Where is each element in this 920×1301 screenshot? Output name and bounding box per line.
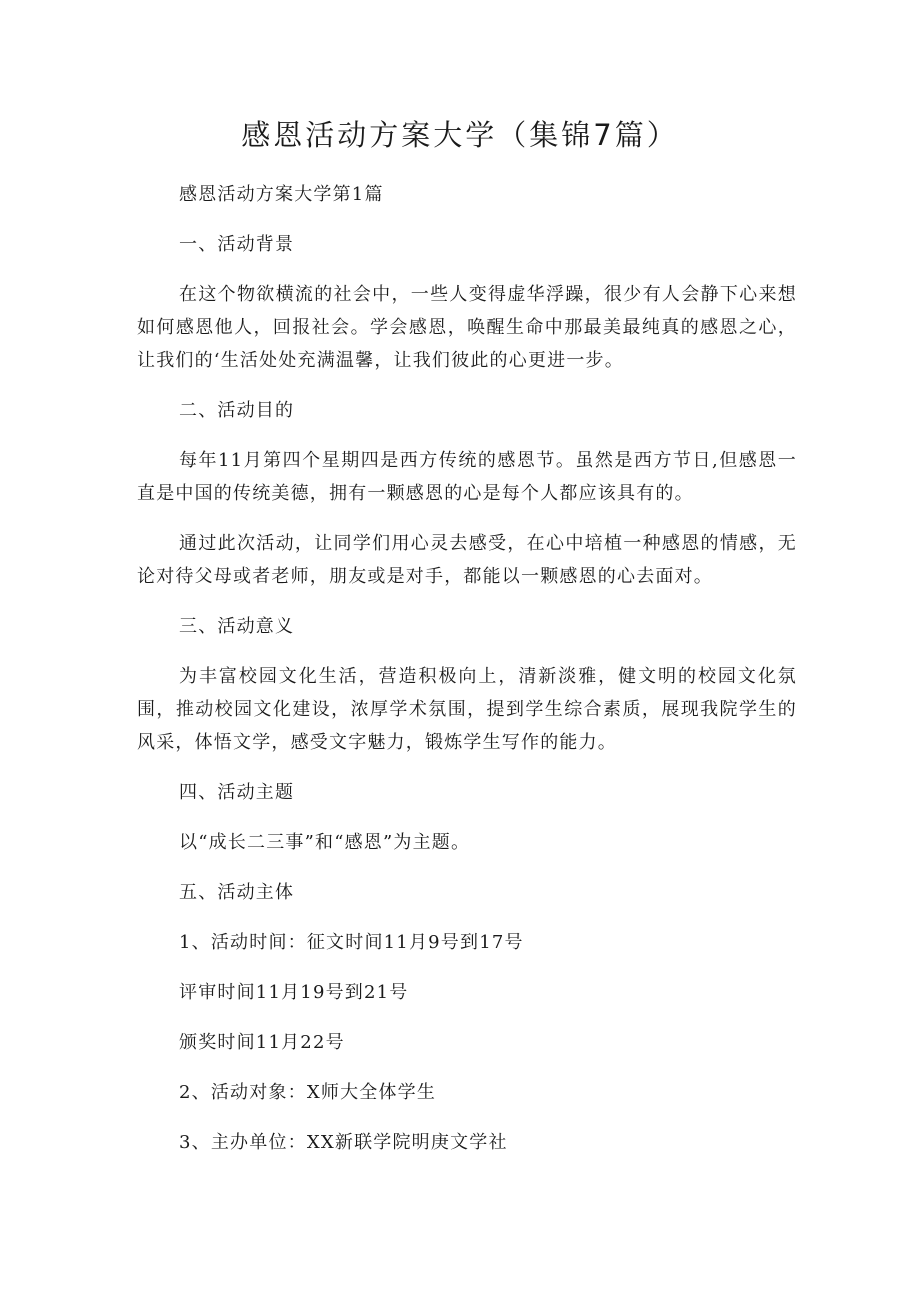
paragraph: 以“成长二三事”和“感恩”为主题。 bbox=[179, 832, 471, 853]
document-body bbox=[137, 178, 797, 1159]
section-heading: 三、活动意义 bbox=[179, 616, 295, 637]
list-item: 3、主办单位：XX新联学院明庚文学社 bbox=[179, 1132, 508, 1153]
section-heading: 五、活动主体 bbox=[179, 882, 295, 903]
section-heading: 感恩活动方案大学第1篇 bbox=[179, 184, 384, 205]
paragraph: 每年11月第四个星期四是西方传统的感恩节。虽然是西方节日,但感恩一直是中国的传统美德，拥有一颗感恩的心是每个人都应该具有的。 bbox=[137, 450, 797, 504]
list-item: 2、活动对象：X师大全体学生 bbox=[179, 1082, 437, 1103]
section-heading: 一、活动背景 bbox=[179, 234, 295, 255]
section-heading: 二、活动目的 bbox=[179, 400, 295, 421]
list-item: 评审时间11月19号到21号 bbox=[179, 982, 409, 1003]
list-item: 颁奖时间11月22号 bbox=[179, 1032, 345, 1053]
paragraph: 在这个物欲横流的社会中，一些人变得虚华浮躁，很少有人会静下心来想如何感恩他人，回报社会。学会感恩，唤醒生命中那最美最纯真的感恩之心，让我们的‘生活处处充满温馨，让我们彼此的心更进一步。 bbox=[137, 284, 797, 371]
section-heading: 四、活动主题 bbox=[179, 782, 295, 803]
paragraph: 通过此次活动，让同学们用心灵去感受，在心中培植一种感恩的情感，无论对待父母或者老师，朋友或是对手，都能以一颗感恩的心去面对。 bbox=[137, 533, 797, 587]
paragraph: 为丰富校园文化生活，营造积极向上，清新淡雅，健文明的校园文化氛围，推动校园文化建设，浓厚学术氛围，提到学生综合素质，展现我院学生的风采，体悟文学，感受文字魅力，锻炼学生写作的能力。 bbox=[137, 666, 797, 753]
list-item: 1、活动时间：征文时间11月9号到17号 bbox=[179, 932, 524, 953]
document-title: 感恩活动方案大学（集锦7篇） bbox=[241, 118, 679, 152]
